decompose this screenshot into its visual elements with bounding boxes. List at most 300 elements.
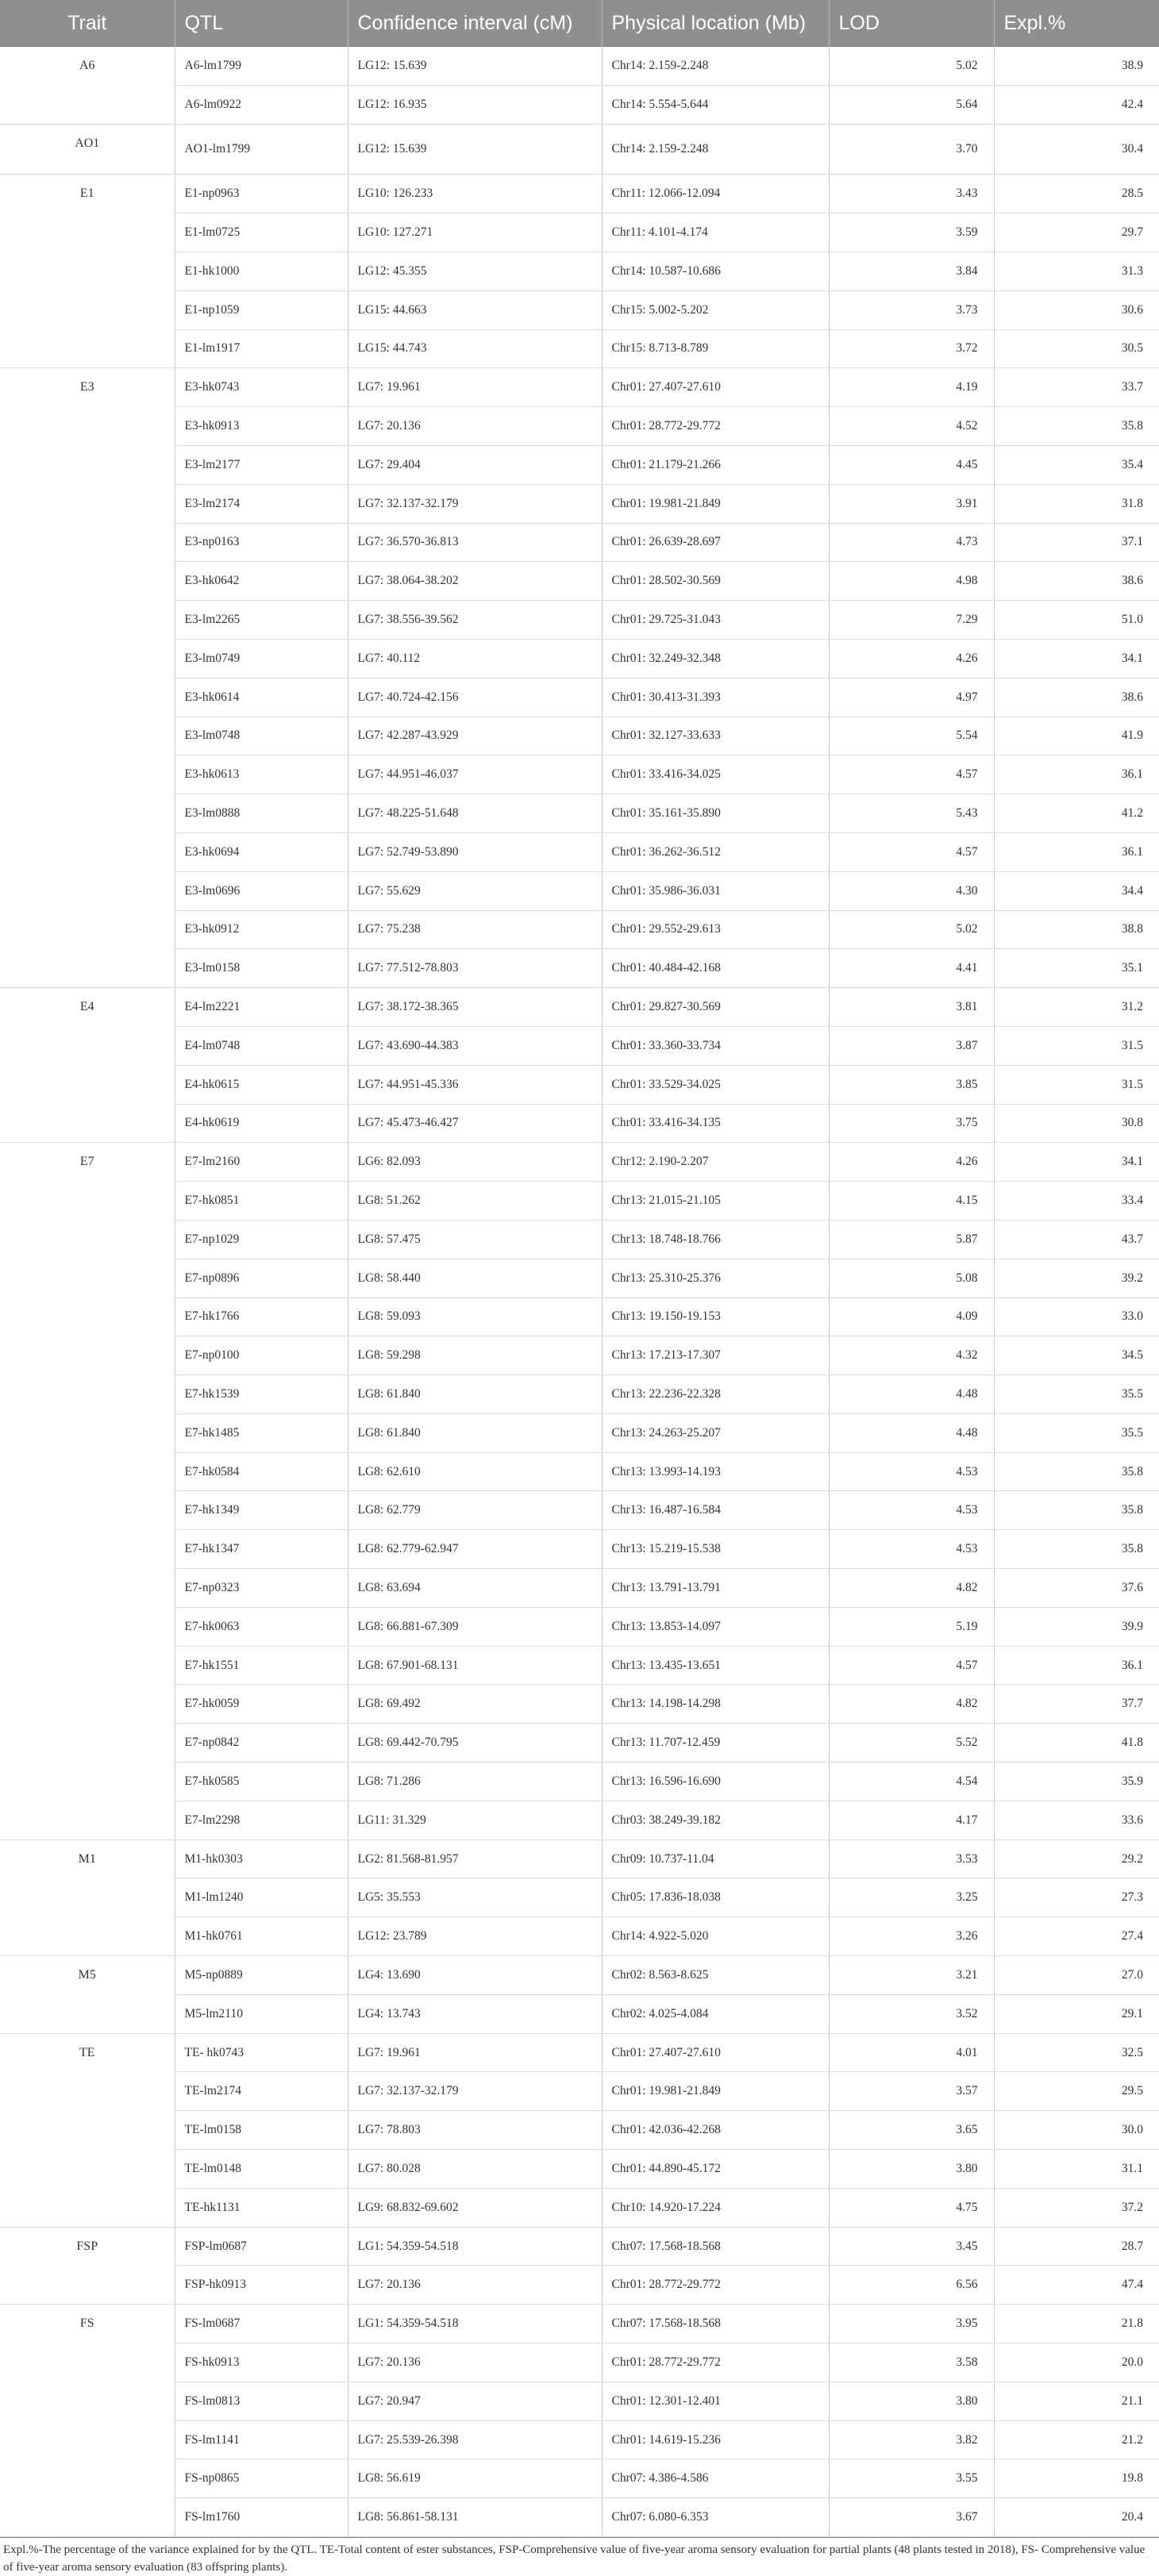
- qtl-cell: FSP-hk0913: [175, 2266, 348, 2305]
- confidence-interval-cell: LG7: 44.951-45.336: [348, 1065, 602, 1104]
- qtl-cell: M1-lm1240: [175, 1878, 348, 1917]
- lod-cell: 3.53: [829, 1840, 994, 1878]
- qtl-cell: E7-lm2298: [175, 1801, 348, 1840]
- qtl-cell: E7-np0100: [175, 1336, 348, 1375]
- lod-cell: 4.45: [829, 445, 994, 484]
- trait-cell: E3: [0, 368, 175, 988]
- confidence-interval-cell: LG7: 52.749-53.890: [348, 832, 602, 871]
- physical-location-cell: Chr13: 13.993-14.193: [602, 1452, 829, 1491]
- expl-cell: 34.5: [994, 1336, 1159, 1375]
- expl-cell: 35.4: [994, 445, 1159, 484]
- lod-cell: 4.48: [829, 1375, 994, 1414]
- physical-location-cell: Chr01: 29.552-29.613: [602, 910, 829, 949]
- lod-cell: 4.57: [829, 1646, 994, 1685]
- table-row: [0, 2227, 1159, 2266]
- confidence-interval-cell: LG7: 32.137-32.179: [348, 2072, 602, 2111]
- table-row: [0, 2305, 1159, 2343]
- physical-location-cell: Chr01: 21.179-21.266: [602, 445, 829, 484]
- lod-cell: 4.19: [829, 368, 994, 407]
- expl-cell: 31.1: [994, 2150, 1159, 2189]
- physical-location-cell: Chr12: 2.190-2.207: [602, 1143, 829, 1182]
- qtl-cell: E3-hk0743: [175, 368, 348, 407]
- lod-cell: 3.82: [829, 2420, 994, 2459]
- expl-cell: 21.8: [994, 2305, 1159, 2343]
- table-row: [0, 47, 1159, 86]
- physical-location-cell: Chr09: 10.737-11.04: [602, 1840, 829, 1878]
- expl-cell: 19.8: [994, 2459, 1159, 2498]
- header-physical-location: Physical location (Mb): [602, 0, 829, 47]
- expl-cell: 47.4: [994, 2266, 1159, 2305]
- expl-cell: 35.8: [994, 1452, 1159, 1491]
- confidence-interval-cell: LG10: 126.233: [348, 175, 602, 213]
- lod-cell: 4.97: [829, 678, 994, 717]
- qtl-cell: E3-np0163: [175, 523, 348, 562]
- physical-location-cell: Chr01: 35.161-35.890: [602, 794, 829, 833]
- qtl-cell: E7-hk1539: [175, 1375, 348, 1414]
- qtl-cell: E3-hk0912: [175, 910, 348, 949]
- confidence-interval-cell: LG8: 58.440: [348, 1259, 602, 1298]
- physical-location-cell: Chr14: 2.159-2.248: [602, 124, 829, 175]
- table-header: [0, 0, 1159, 47]
- lod-cell: 3.65: [829, 2111, 994, 2150]
- lod-cell: 4.73: [829, 523, 994, 562]
- expl-cell: 30.0: [994, 2111, 1159, 2150]
- physical-location-cell: Chr02: 8.563-8.625: [602, 1956, 829, 1995]
- confidence-interval-cell: LG7: 38.064-38.202: [348, 562, 602, 601]
- confidence-interval-cell: LG7: 42.287-43.929: [348, 717, 602, 755]
- confidence-interval-cell: LG8: 59.093: [348, 1298, 602, 1336]
- expl-cell: 38.6: [994, 562, 1159, 601]
- header-row: [0, 0, 1159, 47]
- lod-cell: 5.43: [829, 794, 994, 833]
- qtl-cell: M1-hk0303: [175, 1840, 348, 1878]
- confidence-interval-cell: LG8: 69.492: [348, 1685, 602, 1724]
- lod-cell: 4.30: [829, 871, 994, 910]
- expl-cell: 27.3: [994, 1878, 1159, 1917]
- confidence-interval-cell: LG7: 44.951-46.037: [348, 755, 602, 794]
- lod-cell: 3.81: [829, 988, 994, 1027]
- qtl-cell: E7-hk1551: [175, 1646, 348, 1685]
- qtl-cell: E7-np0842: [175, 1724, 348, 1763]
- header-lod: LOD: [829, 0, 994, 47]
- header-expl: Expl.%: [994, 0, 1159, 47]
- qtl-cell: E7-np1029: [175, 1220, 348, 1259]
- lod-cell: 3.25: [829, 1878, 994, 1917]
- physical-location-cell: Chr13: 13.435-13.651: [602, 1646, 829, 1685]
- qtl-cell: FS-lm0687: [175, 2305, 348, 2343]
- confidence-interval-cell: LG7: 36.570-36.813: [348, 523, 602, 562]
- lod-cell: 3.45: [829, 2227, 994, 2266]
- qtl-cell: E3-hk0913: [175, 407, 348, 446]
- trait-cell: FS: [0, 2305, 175, 2537]
- qtl-cell: E3-lm2177: [175, 445, 348, 484]
- physical-location-cell: Chr13: 13.791-13.791: [602, 1569, 829, 1608]
- qtl-cell: E3-lm2265: [175, 601, 348, 640]
- trait-cell: M5: [0, 1956, 175, 2034]
- lod-cell: 4.32: [829, 1336, 994, 1375]
- qtl-cell: E7-hk0585: [175, 1763, 348, 1801]
- lod-cell: 4.15: [829, 1182, 994, 1221]
- expl-cell: 34.4: [994, 871, 1159, 910]
- table-row: [0, 2033, 1159, 2072]
- lod-cell: 3.85: [829, 1065, 994, 1104]
- confidence-interval-cell: LG15: 44.663: [348, 290, 602, 329]
- trait-cell: AO1: [0, 124, 175, 175]
- physical-location-cell: Chr01: 26.639-28.697: [602, 523, 829, 562]
- physical-location-cell: Chr13: 15.219-15.538: [602, 1530, 829, 1569]
- physical-location-cell: Chr13: 11.707-12.459: [602, 1724, 829, 1763]
- expl-cell: 31.8: [994, 484, 1159, 523]
- confidence-interval-cell: LG12: 23.789: [348, 1917, 602, 1956]
- physical-location-cell: Chr07: 4.386-4.586: [602, 2459, 829, 2498]
- lod-cell: 4.82: [829, 1685, 994, 1724]
- confidence-interval-cell: LG7: 25.539-26.398: [348, 2420, 602, 2459]
- qtl-cell: A6-lm0922: [175, 85, 348, 124]
- physical-location-cell: Chr01: 14.619-15.236: [602, 2420, 829, 2459]
- confidence-interval-cell: LG8: 57.475: [348, 1220, 602, 1259]
- qtl-cell: E4-hk0619: [175, 1104, 348, 1143]
- confidence-interval-cell: LG7: 77.512-78.803: [348, 949, 602, 988]
- confidence-interval-cell: LG8: 63.694: [348, 1569, 602, 1608]
- expl-cell: 35.5: [994, 1375, 1159, 1414]
- confidence-interval-cell: LG12: 16.935: [348, 85, 602, 124]
- expl-cell: 29.1: [994, 1994, 1159, 2033]
- qtl-cell: E7-hk0063: [175, 1607, 348, 1646]
- physical-location-cell: Chr02: 4.025-4.084: [602, 1994, 829, 2033]
- table-footnote: Expl.%-The percentage of the variance explained for by the QTL. TE-Total content of ester substances, FSP-Comprehensive value of five-year aroma sensory evaluation for partial plants (48 plants tested in 2018), FS- Comprehensive value of five-year aroma sensory evaluation (83 offspring plants).: [0, 2537, 1159, 2576]
- confidence-interval-cell: LG7: 43.690-44.383: [348, 1026, 602, 1065]
- confidence-interval-cell: LG12: 15.639: [348, 47, 602, 86]
- qtl-cell: M5-lm2110: [175, 1994, 348, 2033]
- lod-cell: 3.80: [829, 2150, 994, 2189]
- qtl-cell: E1-lm0725: [175, 213, 348, 252]
- table-row: [0, 988, 1159, 1027]
- lod-cell: 4.98: [829, 562, 994, 601]
- lod-cell: 5.02: [829, 47, 994, 86]
- lod-cell: 7.29: [829, 601, 994, 640]
- expl-cell: 34.1: [994, 639, 1159, 678]
- lod-cell: 4.75: [829, 2188, 994, 2227]
- physical-location-cell: Chr01: 27.407-27.610: [602, 368, 829, 407]
- expl-cell: 31.5: [994, 1065, 1159, 1104]
- qtl-cell: E3-lm2174: [175, 484, 348, 523]
- lod-cell: 4.01: [829, 2033, 994, 2072]
- confidence-interval-cell: LG8: 61.840: [348, 1413, 602, 1452]
- confidence-interval-cell: LG6: 82.093: [348, 1143, 602, 1182]
- lod-cell: 4.53: [829, 1452, 994, 1491]
- physical-location-cell: Chr01: 36.262-36.512: [602, 832, 829, 871]
- confidence-interval-cell: LG8: 67.901-68.131: [348, 1646, 602, 1685]
- physical-location-cell: Chr01: 27.407-27.610: [602, 2033, 829, 2072]
- confidence-interval-cell: LG7: 20.136: [348, 2343, 602, 2382]
- header-qtl: QTL: [175, 0, 348, 47]
- physical-location-cell: Chr10: 14.920-17.224: [602, 2188, 829, 2227]
- confidence-interval-cell: LG12: 15.639: [348, 124, 602, 175]
- expl-cell: 36.1: [994, 832, 1159, 871]
- confidence-interval-cell: LG10: 127.271: [348, 213, 602, 252]
- confidence-interval-cell: LG7: 80.028: [348, 2150, 602, 2189]
- lod-cell: 3.21: [829, 1956, 994, 1995]
- expl-cell: 38.8: [994, 910, 1159, 949]
- qtl-cell: E4-lm0748: [175, 1026, 348, 1065]
- confidence-interval-cell: LG7: 38.172-38.365: [348, 988, 602, 1027]
- physical-location-cell: Chr01: 42.036-42.268: [602, 2111, 829, 2150]
- lod-cell: 3.91: [829, 484, 994, 523]
- confidence-interval-cell: LG8: 56.619: [348, 2459, 602, 2498]
- physical-location-cell: Chr15: 5.002-5.202: [602, 290, 829, 329]
- physical-location-cell: Chr01: 19.981-21.849: [602, 484, 829, 523]
- confidence-interval-cell: LG8: 66.881-67.309: [348, 1607, 602, 1646]
- qtl-cell: A6-lm1799: [175, 47, 348, 86]
- qtl-cell: E3-lm0749: [175, 639, 348, 678]
- expl-cell: 33.4: [994, 1182, 1159, 1221]
- lod-cell: 3.80: [829, 2382, 994, 2420]
- lod-cell: 4.57: [829, 832, 994, 871]
- qtl-cell: TE-lm0158: [175, 2111, 348, 2150]
- physical-location-cell: Chr13: 19.150-19.153: [602, 1298, 829, 1336]
- expl-cell: 29.5: [994, 2072, 1159, 2111]
- lod-cell: 3.73: [829, 290, 994, 329]
- confidence-interval-cell: LG9: 68.832-69.602: [348, 2188, 602, 2227]
- trait-cell: A6: [0, 47, 175, 125]
- qtl-cell: E7-hk0059: [175, 1685, 348, 1724]
- physical-location-cell: Chr01: 32.127-33.633: [602, 717, 829, 755]
- lod-cell: 4.26: [829, 1143, 994, 1182]
- physical-location-cell: Chr07: 6.080-6.353: [602, 2498, 829, 2537]
- expl-cell: 34.1: [994, 1143, 1159, 1182]
- physical-location-cell: Chr13: 18.748-18.766: [602, 1220, 829, 1259]
- trait-cell: TE: [0, 2033, 175, 2227]
- expl-cell: 38.9: [994, 47, 1159, 86]
- physical-location-cell: Chr01: 35.986-36.031: [602, 871, 829, 910]
- expl-cell: 30.8: [994, 1104, 1159, 1143]
- expl-cell: 29.2: [994, 1840, 1159, 1878]
- qtl-cell: E7-np0896: [175, 1259, 348, 1298]
- qtl-cell: E7-hk1349: [175, 1491, 348, 1530]
- confidence-interval-cell: LG7: 20.947: [348, 2382, 602, 2420]
- confidence-interval-cell: LG2: 81.568-81.957: [348, 1840, 602, 1878]
- expl-cell: 31.5: [994, 1026, 1159, 1065]
- table-row: [0, 1956, 1159, 1995]
- table-body: [0, 47, 1159, 2537]
- qtl-cell: TE-lm0148: [175, 2150, 348, 2189]
- expl-cell: 27.0: [994, 1956, 1159, 1995]
- physical-location-cell: Chr01: 33.360-33.734: [602, 1026, 829, 1065]
- physical-location-cell: Chr13: 13.853-14.097: [602, 1607, 829, 1646]
- confidence-interval-cell: LG15: 44.743: [348, 329, 602, 368]
- physical-location-cell: Chr07: 17.568-18.568: [602, 2227, 829, 2266]
- trait-cell: FSP: [0, 2227, 175, 2305]
- confidence-interval-cell: LG8: 62.610: [348, 1452, 602, 1491]
- qtl-cell: TE-hk1131: [175, 2188, 348, 2227]
- expl-cell: 27.4: [994, 1917, 1159, 1956]
- physical-location-cell: Chr01: 33.416-34.025: [602, 755, 829, 794]
- lod-cell: 3.87: [829, 1026, 994, 1065]
- expl-cell: 37.7: [994, 1685, 1159, 1724]
- expl-cell: 35.1: [994, 949, 1159, 988]
- qtl-cell: FS-np0865: [175, 2459, 348, 2498]
- lod-cell: 4.09: [829, 1298, 994, 1336]
- physical-location-cell: Chr01: 28.772-29.772: [602, 2343, 829, 2382]
- expl-cell: 28.7: [994, 2227, 1159, 2266]
- lod-cell: 5.52: [829, 1724, 994, 1763]
- expl-cell: 39.2: [994, 1259, 1159, 1298]
- physical-location-cell: Chr11: 12.066-12.094: [602, 175, 829, 213]
- qtl-cell: E7-hk1766: [175, 1298, 348, 1336]
- table-row: [0, 1143, 1159, 1182]
- physical-location-cell: Chr15: 8.713-8.789: [602, 329, 829, 368]
- header-confidence-interval: Confidence interval (cM): [348, 0, 602, 47]
- qtl-cell: E3-hk0614: [175, 678, 348, 717]
- lod-cell: 3.43: [829, 175, 994, 213]
- confidence-interval-cell: LG8: 69.442-70.795: [348, 1724, 602, 1763]
- qtl-cell: FS-lm1760: [175, 2498, 348, 2537]
- qtl-cell: TE-lm2174: [175, 2072, 348, 2111]
- qtl-cell: E7-hk1347: [175, 1530, 348, 1569]
- physical-location-cell: Chr01: 40.484-42.168: [602, 949, 829, 988]
- expl-cell: 31.3: [994, 252, 1159, 290]
- confidence-interval-cell: LG7: 45.473-46.427: [348, 1104, 602, 1143]
- lod-cell: 3.55: [829, 2459, 994, 2498]
- physical-location-cell: Chr05: 17.836-18.038: [602, 1878, 829, 1917]
- lod-cell: 3.84: [829, 252, 994, 290]
- lod-cell: 4.52: [829, 407, 994, 446]
- expl-cell: 35.8: [994, 407, 1159, 446]
- lod-cell: 3.95: [829, 2305, 994, 2343]
- expl-cell: 35.8: [994, 1530, 1159, 1569]
- confidence-interval-cell: LG7: 40.112: [348, 639, 602, 678]
- lod-cell: 3.57: [829, 2072, 994, 2111]
- qtl-cell: E1-np1059: [175, 290, 348, 329]
- confidence-interval-cell: LG8: 61.840: [348, 1375, 602, 1414]
- physical-location-cell: Chr01: 30.413-31.393: [602, 678, 829, 717]
- lod-cell: 4.82: [829, 1569, 994, 1608]
- qtl-cell: E7-hk0584: [175, 1452, 348, 1491]
- confidence-interval-cell: LG1: 54.359-54.518: [348, 2305, 602, 2343]
- confidence-interval-cell: LG4: 13.743: [348, 1994, 602, 2033]
- lod-cell: 3.67: [829, 2498, 994, 2537]
- lod-cell: 5.87: [829, 1220, 994, 1259]
- expl-cell: 51.0: [994, 601, 1159, 640]
- trait-cell: E1: [0, 175, 175, 368]
- qtl-cell: E7-np0323: [175, 1569, 348, 1608]
- lod-cell: 5.19: [829, 1607, 994, 1646]
- physical-location-cell: Chr01: 28.772-29.772: [602, 407, 829, 446]
- qtl-cell: FSP-lm0687: [175, 2227, 348, 2266]
- physical-location-cell: Chr13: 24.263-25.207: [602, 1413, 829, 1452]
- physical-location-cell: Chr03: 38.249-39.182: [602, 1801, 829, 1840]
- expl-cell: 37.1: [994, 523, 1159, 562]
- lod-cell: 4.57: [829, 755, 994, 794]
- qtl-cell: E1-lm1917: [175, 329, 348, 368]
- table-row: [0, 124, 1159, 175]
- qtl-cell: E3-hk0642: [175, 562, 348, 601]
- physical-location-cell: Chr13: 22.236-22.328: [602, 1375, 829, 1414]
- physical-location-cell: Chr13: 14.198-14.298: [602, 1685, 829, 1724]
- qtl-cell: E3-lm0158: [175, 949, 348, 988]
- physical-location-cell: Chr11: 4.101-4.174: [602, 213, 829, 252]
- lod-cell: 3.59: [829, 213, 994, 252]
- qtl-cell: E3-hk0613: [175, 755, 348, 794]
- expl-cell: 43.7: [994, 1220, 1159, 1259]
- physical-location-cell: Chr13: 16.487-16.584: [602, 1491, 829, 1530]
- qtl-cell: E3-hk0694: [175, 832, 348, 871]
- physical-location-cell: Chr13: 17.213-17.307: [602, 1336, 829, 1375]
- expl-cell: 28.5: [994, 175, 1159, 213]
- expl-cell: 35.8: [994, 1491, 1159, 1530]
- lod-cell: 5.54: [829, 717, 994, 755]
- qtl-cell: E3-lm0888: [175, 794, 348, 833]
- physical-location-cell: Chr01: 29.725-31.043: [602, 601, 829, 640]
- confidence-interval-cell: LG7: 19.961: [348, 368, 602, 407]
- lod-cell: 4.41: [829, 949, 994, 988]
- expl-cell: 30.4: [994, 124, 1159, 175]
- confidence-interval-cell: LG7: 29.404: [348, 445, 602, 484]
- expl-cell: 41.8: [994, 1724, 1159, 1763]
- qtl-cell: E4-lm2221: [175, 988, 348, 1027]
- physical-location-cell: Chr01: 33.529-34.025: [602, 1065, 829, 1104]
- lod-cell: 5.02: [829, 910, 994, 949]
- qtl-cell: TE- hk0743: [175, 2033, 348, 2072]
- physical-location-cell: Chr14: 4.922-5.020: [602, 1917, 829, 1956]
- expl-cell: 36.1: [994, 755, 1159, 794]
- confidence-interval-cell: LG8: 56.861-58.131: [348, 2498, 602, 2537]
- confidence-interval-cell: LG8: 51.262: [348, 1182, 602, 1221]
- qtl-cell: M1-hk0761: [175, 1917, 348, 1956]
- confidence-interval-cell: LG7: 38.556-39.562: [348, 601, 602, 640]
- confidence-interval-cell: LG7: 75.238: [348, 910, 602, 949]
- physical-location-cell: Chr01: 44.890-45.172: [602, 2150, 829, 2189]
- confidence-interval-cell: LG8: 62.779-62.947: [348, 1530, 602, 1569]
- confidence-interval-cell: LG7: 19.961: [348, 2033, 602, 2072]
- expl-cell: 36.1: [994, 1646, 1159, 1685]
- expl-cell: 33.0: [994, 1298, 1159, 1336]
- expl-cell: 39.9: [994, 1607, 1159, 1646]
- physical-location-cell: Chr14: 5.554-5.644: [602, 85, 829, 124]
- expl-cell: 41.9: [994, 717, 1159, 755]
- confidence-interval-cell: LG7: 20.136: [348, 2266, 602, 2305]
- expl-cell: 20.0: [994, 2343, 1159, 2382]
- lod-cell: 4.17: [829, 1801, 994, 1840]
- physical-location-cell: Chr01: 29.827-30.569: [602, 988, 829, 1027]
- lod-cell: 3.58: [829, 2343, 994, 2382]
- qtl-cell: AO1-lm1799: [175, 124, 348, 175]
- qtl-cell: E4-hk0615: [175, 1065, 348, 1104]
- physical-location-cell: Chr01: 33.416-34.135: [602, 1104, 829, 1143]
- confidence-interval-cell: LG12: 45.355: [348, 252, 602, 290]
- physical-location-cell: Chr13: 21.015-21.105: [602, 1182, 829, 1221]
- physical-location-cell: Chr01: 28.772-29.772: [602, 2266, 829, 2305]
- lod-cell: 4.48: [829, 1413, 994, 1452]
- lod-cell: 3.72: [829, 329, 994, 368]
- confidence-interval-cell: LG7: 32.137-32.179: [348, 484, 602, 523]
- table-row: [0, 1840, 1159, 1878]
- header-trait: Trait: [0, 0, 175, 47]
- lod-cell: 3.52: [829, 1994, 994, 2033]
- physical-location-cell: Chr13: 16.596-16.690: [602, 1763, 829, 1801]
- lod-cell: 4.53: [829, 1530, 994, 1569]
- lod-cell: 3.70: [829, 124, 994, 175]
- expl-cell: 35.9: [994, 1763, 1159, 1801]
- expl-cell: 21.2: [994, 2420, 1159, 2459]
- expl-cell: 31.2: [994, 988, 1159, 1027]
- qtl-cell: E1-hk1000: [175, 252, 348, 290]
- expl-cell: 42.4: [994, 85, 1159, 124]
- trait-cell: M1: [0, 1840, 175, 1955]
- trait-cell: E7: [0, 1143, 175, 1840]
- lod-cell: 4.26: [829, 639, 994, 678]
- qtl-cell: E7-hk0851: [175, 1182, 348, 1221]
